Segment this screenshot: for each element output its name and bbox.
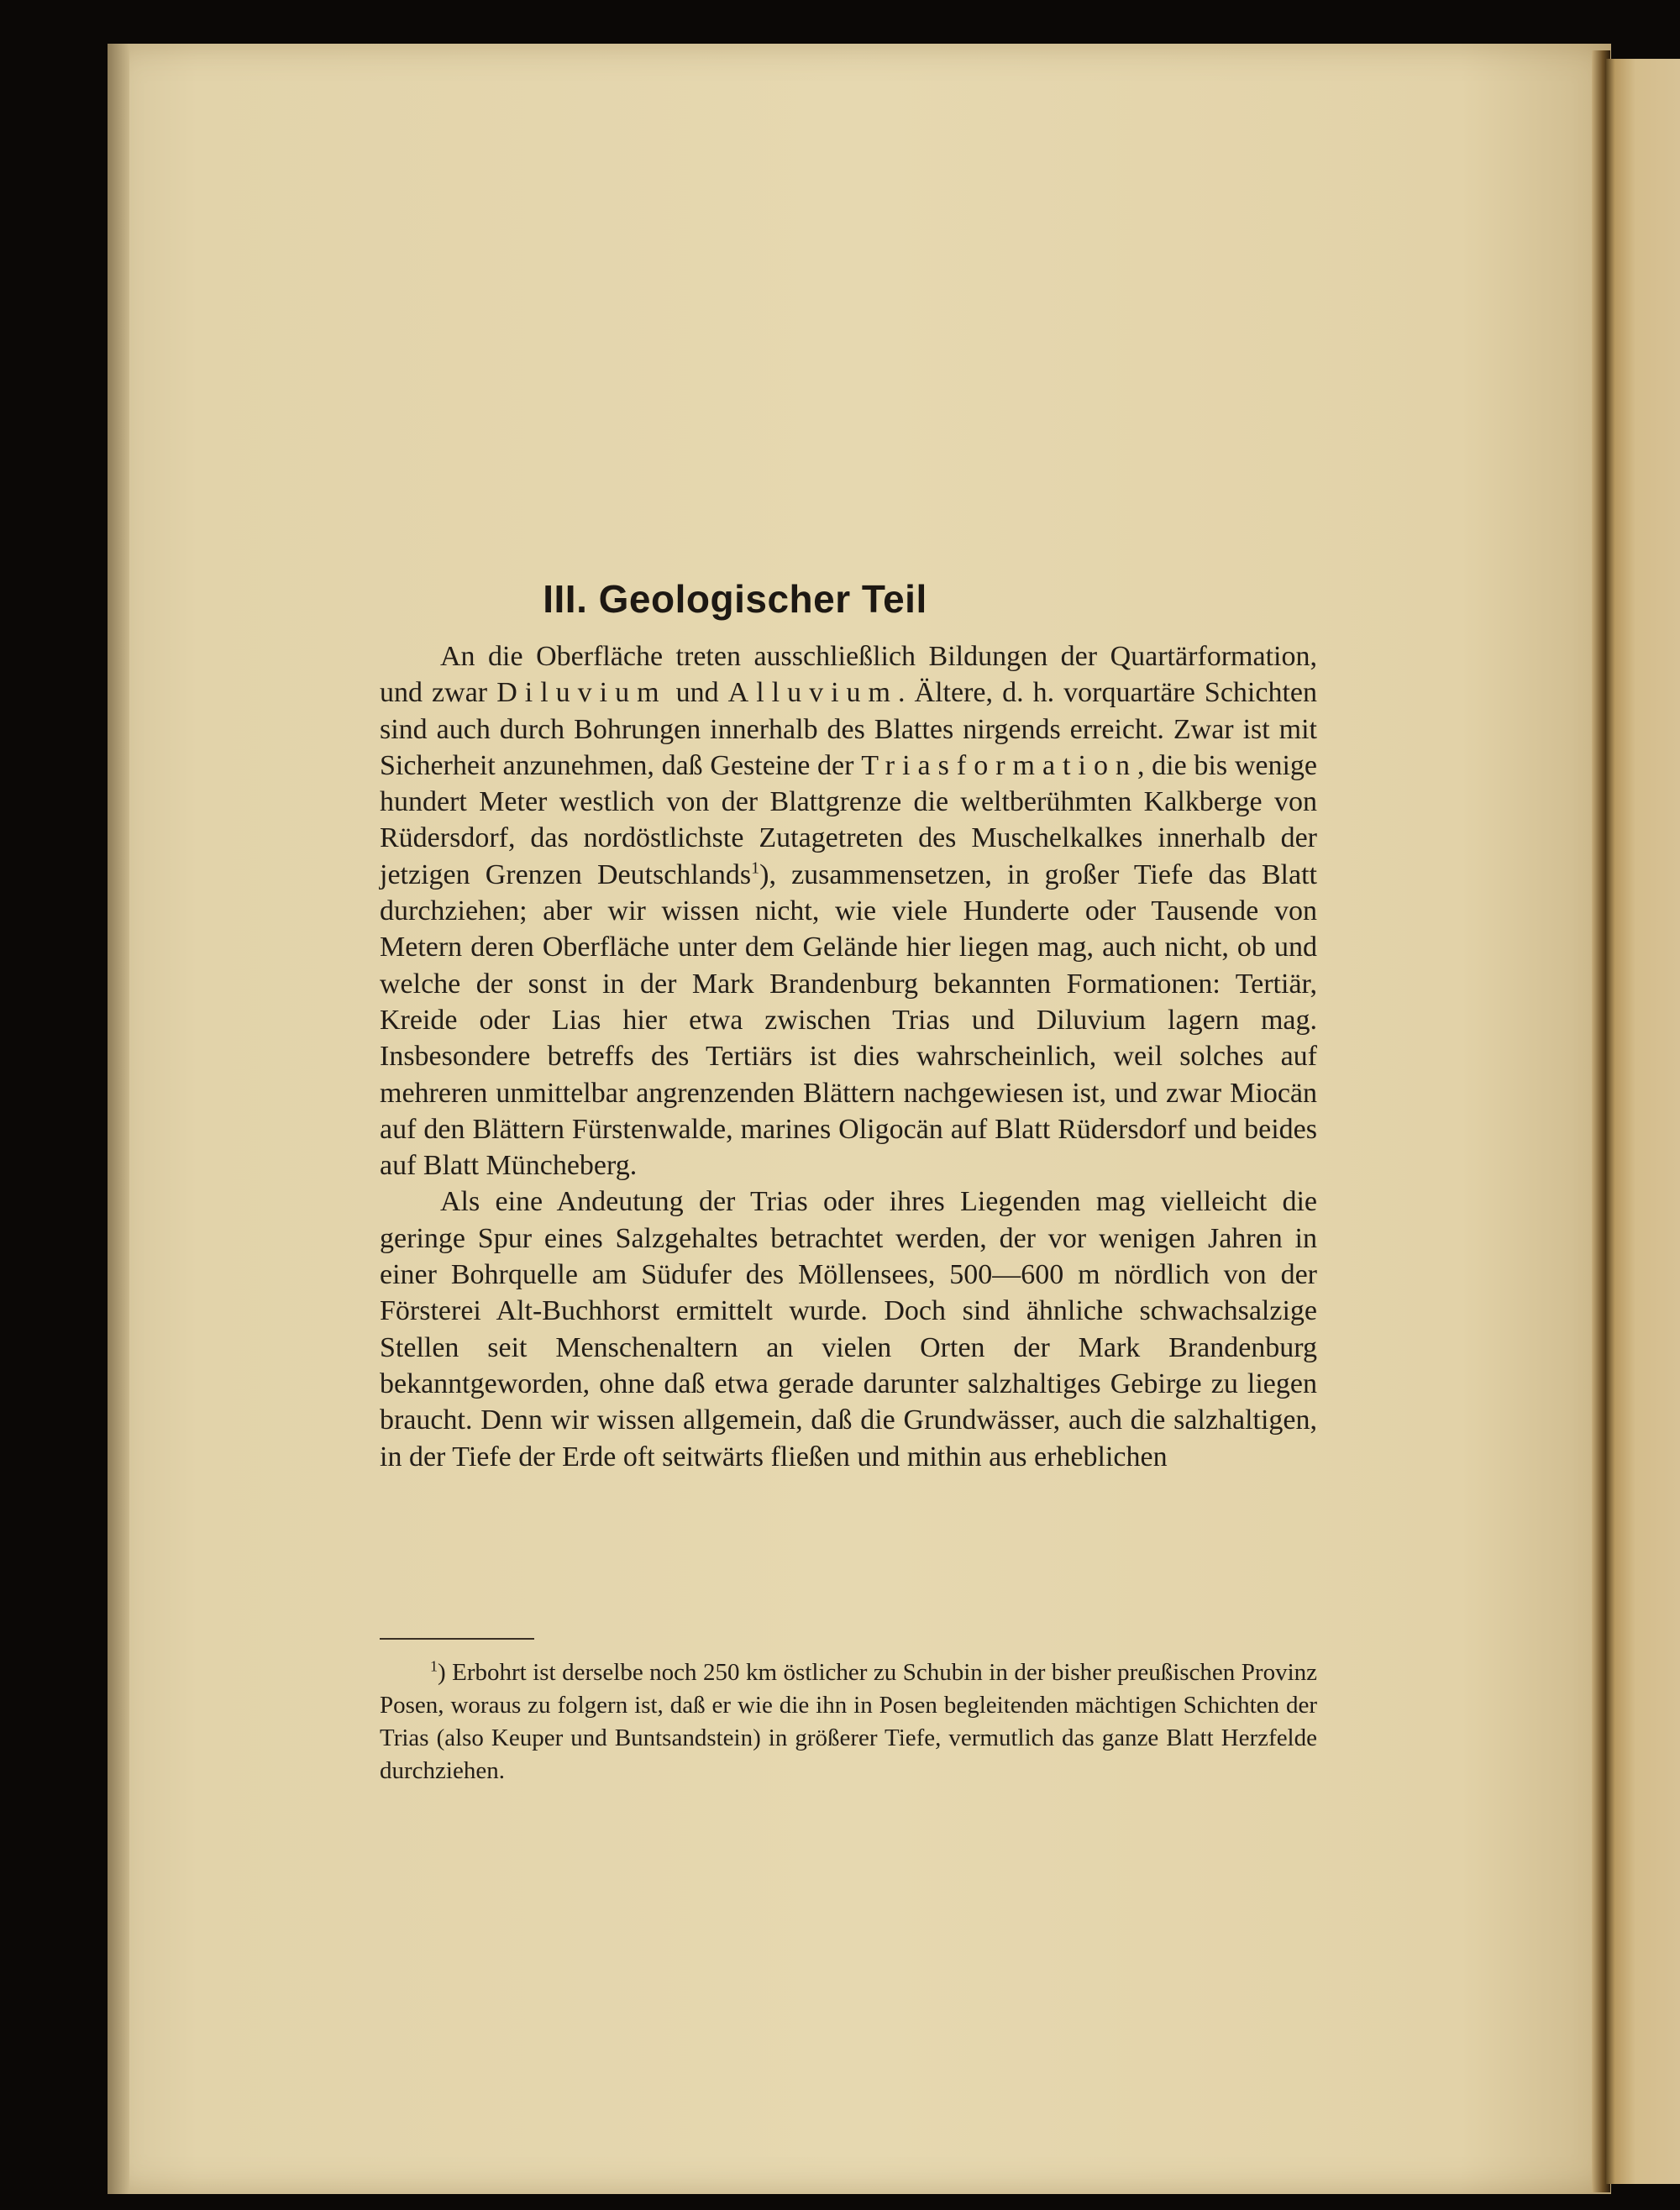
paragraph-1-text-b: und [666,677,728,709]
footnote [380,1656,1317,1787]
footnote-mark: 1 [430,1657,438,1675]
term-diluvium: Diluvium [496,677,667,709]
paragraph-2: Als eine Andeutung der Trias oder ihres Liegenden mag vielleicht die geringe Spur eines Salzgehaltes betrachtet werden, der vor wenigen Jahren in einer Bohrquelle am Südufer des Möllensees, 500—600 m nördlich von der Försterei Alt-Buchhorst ermittelt wurde. Doch sind ähnliche schwachsalzige Stellen seit Menschenaltern an vielen Orten der Mark Brandenburg bekanntgeworden, ohne daß etwa gerade darunter salzhaltiges Gebirge zu liegen braucht. Denn wir wissen allgemein, daß die Grundwässer, auch die salzhaltigen, in der Tiefe der Erde oft seitwärts fließen und mithin aus erheblichen [380,1186,1317,1472]
term-triasformation: Triasformation [861,749,1137,781]
section-heading: III. Geologischer Teil [543,577,927,621]
paragraph-1 [380,638,1317,1184]
adjacent-page-edge [1606,59,1680,2184]
footnote-reference[interactable]: 1 [751,858,760,878]
footnote-divider [380,1638,534,1640]
paragraph-1-text-e: ), zusammensetzen, in großer Tiefe das Blatt durchziehen; aber wir wissen nicht, wie viele Hunderte oder Tausende von Metern deren Oberfläche unter dem Gelände hier liegen mag, auch nicht, ob und welche der sonst in der Mark Brandenburg bekannten Formationen: Tertiär, Kreide oder Lias hier etwa zwischen Trias und Diluvium lagern mag. Insbesondere betreffs des Tertiärs ist dies wahrscheinlich, weil solches auf mehreren unmittelbar angrenzenden Blättern nachgewiesen ist, und zwar Miocän auf den Blättern Fürstenwalde, marines Oligocän auf Blatt Rüdersdorf und beides auf Blatt Müncheberg. [380,858,1317,1182]
paragraph-1-text-d: , die bis wenige hundert Meter westlich von der Blattgrenze die weltberühmten Kalkberge von Rüdersdorf, das nordöstlichste Zutagetreten des Muschelkalkes innerhalb der jetzigen Grenzen Deutschlands [380,749,1317,890]
page-left-edge [108,44,129,2194]
paragraph-1-text-a: An die Oberfläche treten ausschließlich Bildungen der Quartärformation, und zwar [380,641,1317,709]
term-alluvium: Alluvium [727,677,898,709]
paragraph-1-text-c: . Ältere, d. h. vorquartäre Schichten sind auch durch Bohrungen innerhalb des Blattes nirgends erreicht. Zwar ist mit Sicherheit anzunehmen, daß Gesteine der [380,677,1318,781]
body-text [380,638,1317,1475]
footnote-text: ) Erbohrt ist derselbe noch 250 km östlicher zu Schubin in der bisher preußischen Provinz Posen, woraus zu folgern ist, daß er wie die ihn in Posen begleitenden mächtigen Schichten der Trias (also Keuper und Buntsandstein) in größerer Tiefe, vermutlich das ganze Blatt Herzfelde durchziehen. [380,1659,1317,1784]
